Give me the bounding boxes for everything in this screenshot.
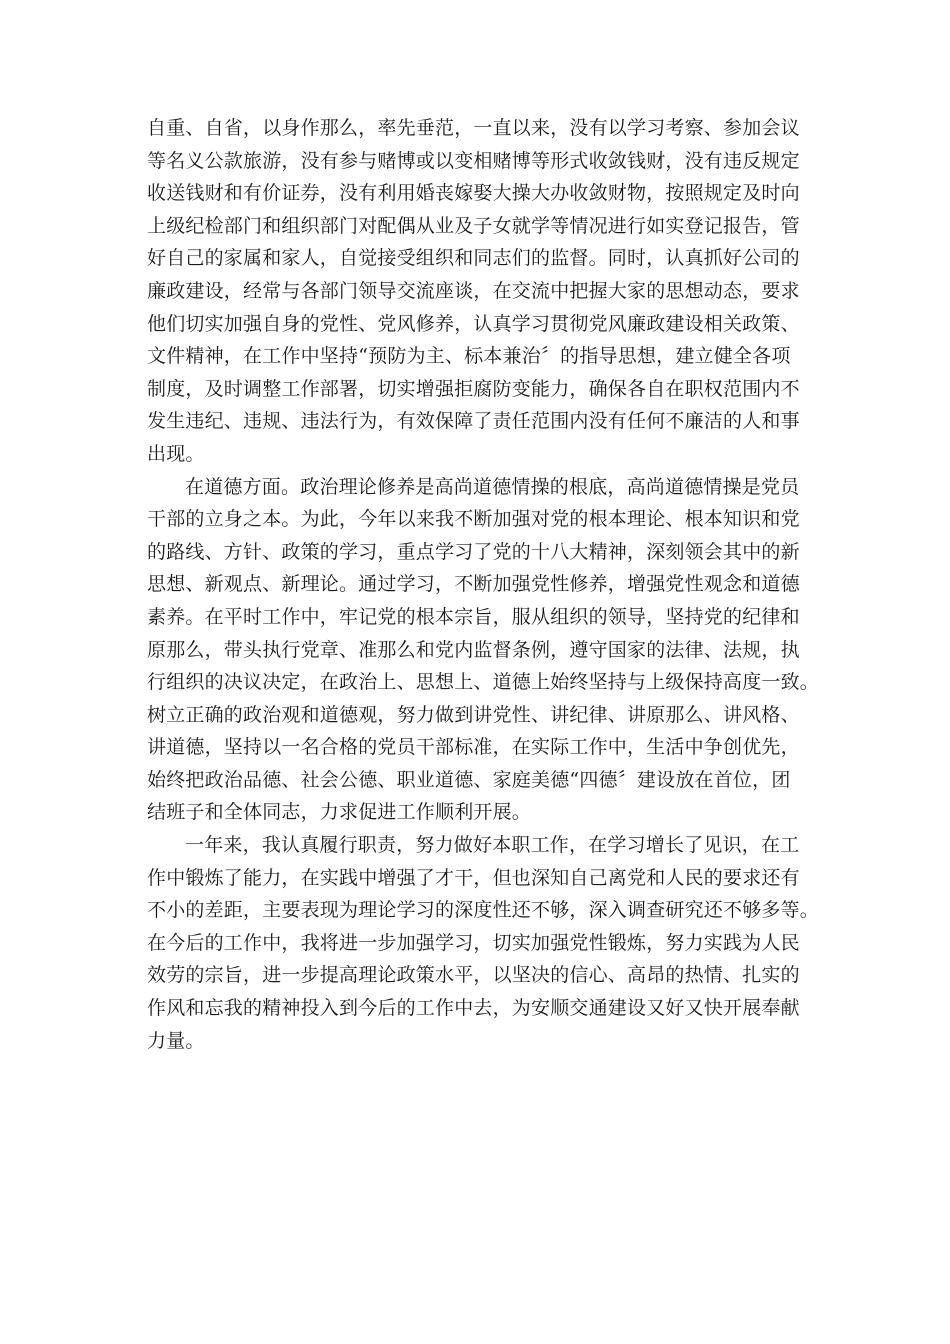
text-line: 结班子和全体同志，力求促进工作顺利开展。	[147, 801, 532, 824]
text-line: 文件精神，在工作中坚持“预防为主、标本兼治〞的指导思想，建立健全各项	[147, 345, 791, 368]
text-line: 作风和忘我的精神投入到今后的工作中去，为安顺交通建设又好又快开展奉献	[147, 997, 800, 1020]
paragraph-morality	[147, 471, 820, 830]
text-line: 思想、新观点、新理论。通过学习，不断加强党性修养，增强党性观念和道德	[147, 573, 800, 596]
text-line: 廉政建设，经常与各部门领导交流座谈，在交流中把握大家的思想动态，要求	[147, 279, 800, 302]
text-line: 在道德方面。政治理论修养是高尚道德情操的根底，高尚道德情操是党员	[185, 475, 800, 498]
text-line: 讲道德，坚持以一名合格的党员干部标准，在实际工作中，生活中争创优先，	[147, 736, 800, 759]
text-line: 始终把政治品德、社会公德、职业道德、家庭美德“四德〞建设放在首位，团	[147, 768, 791, 791]
text-line: 效劳的宗旨，进一步提高理论政策水平，以坚决的信心、高昂的热情、扎实的	[147, 964, 800, 987]
text-line: 自重、自省，以身作那么，率先垂范，一直以来，没有以学习考察、参加会议	[147, 117, 800, 139]
text-line: 收送钱财和有价证券，没有利用婚丧嫁娶大操大办收敛财物，按照规定及时向	[147, 182, 800, 205]
text-line: 树立正确的政治观和道德观，努力做到讲党性、讲纪律、讲原那么、讲风格、	[147, 703, 800, 726]
text-line: 好自己的家属和家人，自觉接受组织和同志们的监督。同时，认真抓好公司的	[147, 247, 800, 270]
text-line: 力量。	[147, 1029, 205, 1052]
text-line: 他们切实加强自身的党性、党风修养，认真学习贯彻党风廉政建设相关政策、	[147, 312, 800, 335]
text-line: 出现。	[147, 442, 205, 465]
document-body	[147, 112, 820, 1057]
paragraph-summary	[147, 829, 820, 1057]
text-line: 等名义公款旅游，没有参与赌博或以变相赌博等形式收敛钱财，没有违反规定	[147, 149, 800, 172]
text-line: 一年来，我认真履行职责，努力做好本职工作，在学习增长了见识，在工	[185, 834, 800, 857]
text-line: 不小的差距，主要表现为理论学习的深度性还不够，深入调查研究还不够多等。	[147, 899, 820, 922]
text-line: 在今后的工作中，我将进一步加强学习，切实加强党性锻炼，努力实践为人民	[147, 931, 800, 954]
text-line: 制度，及时调整工作部署，切实增强拒腐防变能力，确保各自在职权范围内不	[147, 377, 800, 400]
text-line: 作中锻炼了能力，在实践中增强了才干，但也深知自己离党和人民的要求还有	[147, 866, 800, 889]
text-line: 干部的立身之本。为此，今年以来我不断加强对党的根本理论、根本知识和党	[147, 508, 800, 531]
text-line: 行组织的决议决定，在政治上、思想上、道德上始终坚持与上级保持高度一致。	[147, 671, 820, 694]
text-line: 原那么，带头执行党章、准那么和党内监督条例，遵守国家的法律、法规，执	[147, 638, 800, 661]
text-line: 上级纪检部门和组织部门对配偶从业及子女就学等情况进行如实登记报告，管	[147, 214, 800, 237]
text-line: 的路线、方针、政策的学习，重点学习了党的十八大精神，深刻领会其中的新	[147, 540, 800, 563]
text-line: 发生违纪、违规、违法行为，有效保障了责任范围内没有任何不廉洁的人和事	[147, 410, 800, 433]
text-line: 素养。在平时工作中，牢记党的根本宗旨，服从组织的领导，坚持党的纪律和	[147, 605, 800, 628]
paragraph-integrity	[147, 112, 807, 471]
